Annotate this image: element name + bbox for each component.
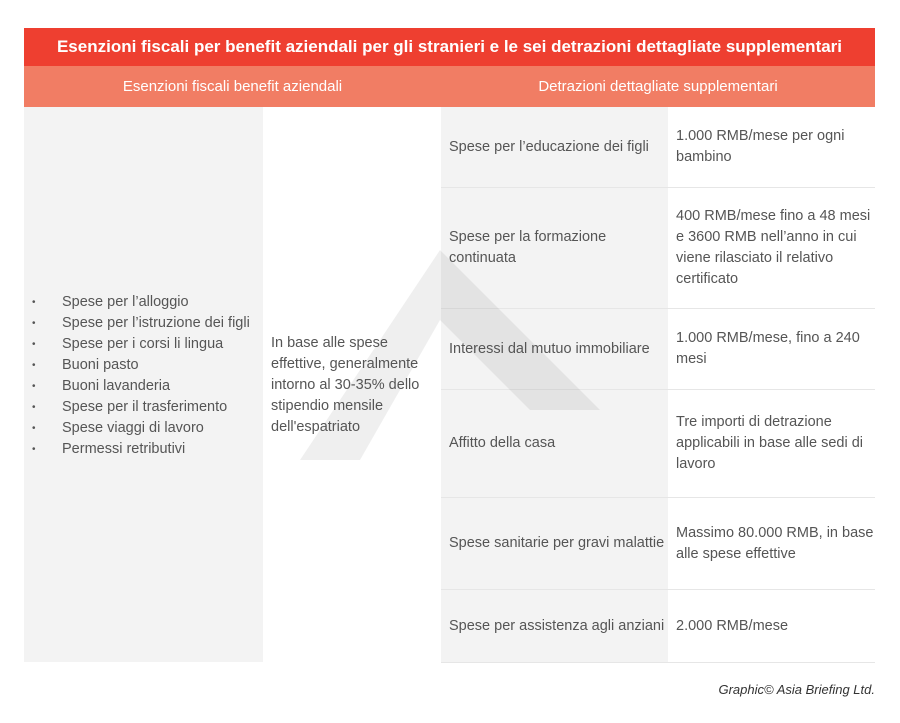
list-item: • Permessi retributivi	[24, 439, 250, 460]
table-row	[441, 590, 875, 663]
table-row	[441, 309, 875, 390]
list-item: • Spese per l’alloggio	[24, 292, 250, 313]
list-item: • Spese per il trasferimento	[24, 397, 250, 418]
deduction-amount: 1.000 RMB/mese per ogni bambino	[676, 128, 845, 165]
list-item: • Buoni pasto	[24, 355, 250, 376]
table-row	[441, 188, 875, 309]
deduction-item: Spese sanitarie per gravi malattie	[449, 535, 665, 551]
deduction-item: Spese per assistenza agli anziani	[449, 617, 665, 634]
deduction-item: Affitto della casa	[449, 435, 556, 451]
deduction-amount: 400 RMB/mese fino a 48 mesi e 3600 RMB nell’anno in cui viene rilasciato il relativo certificato	[676, 208, 871, 287]
benefits-list	[24, 292, 250, 460]
benefit-note-column	[263, 107, 441, 662]
table-row	[441, 390, 875, 498]
list-item: • Buoni lavanderia	[24, 376, 250, 397]
deduction-amount: Massimo 80.000 RMB, in base alle spese effettive	[676, 524, 874, 562]
list-item: • Spese viaggi di lavoro	[24, 418, 250, 439]
deduction-item: Spese per la formazione continuata	[449, 229, 607, 266]
deduction-amount: Tre importi di detrazione applicabili in base alle sedi di lavoro	[676, 414, 864, 472]
list-item: • Spese per l’istruzione dei figli	[24, 313, 250, 334]
deduction-amount: 1.000 RMB/mese, fino a 240 mesi	[676, 330, 860, 367]
deduction-amount: 2.000 RMB/mese	[676, 617, 789, 634]
table-row	[441, 107, 875, 188]
header-left: Esenzioni fiscali benefit aziendali	[24, 66, 441, 107]
benefits-column	[24, 107, 263, 662]
list-item: • Spese per i corsi li lingua	[24, 334, 250, 355]
deduction-item: Spese per l’educazione dei figli	[449, 138, 649, 155]
deduction-item: Interessi dal mutuo immobiliare	[449, 340, 650, 357]
table-row	[441, 498, 875, 590]
header-right: Detrazioni dettagliate supplementari	[441, 66, 875, 107]
table-title: Esenzioni fiscali per benefit aziendali per gli stranieri e le sei detrazioni dettagliate supplementari	[24, 28, 875, 66]
credit-text: Graphic© Asia Briefing Ltd.	[718, 682, 875, 697]
benefit-note: In base alle spese effettive, generalmente intorno al 30-35% dello stipendio mensile dell'espatriato	[271, 335, 420, 435]
